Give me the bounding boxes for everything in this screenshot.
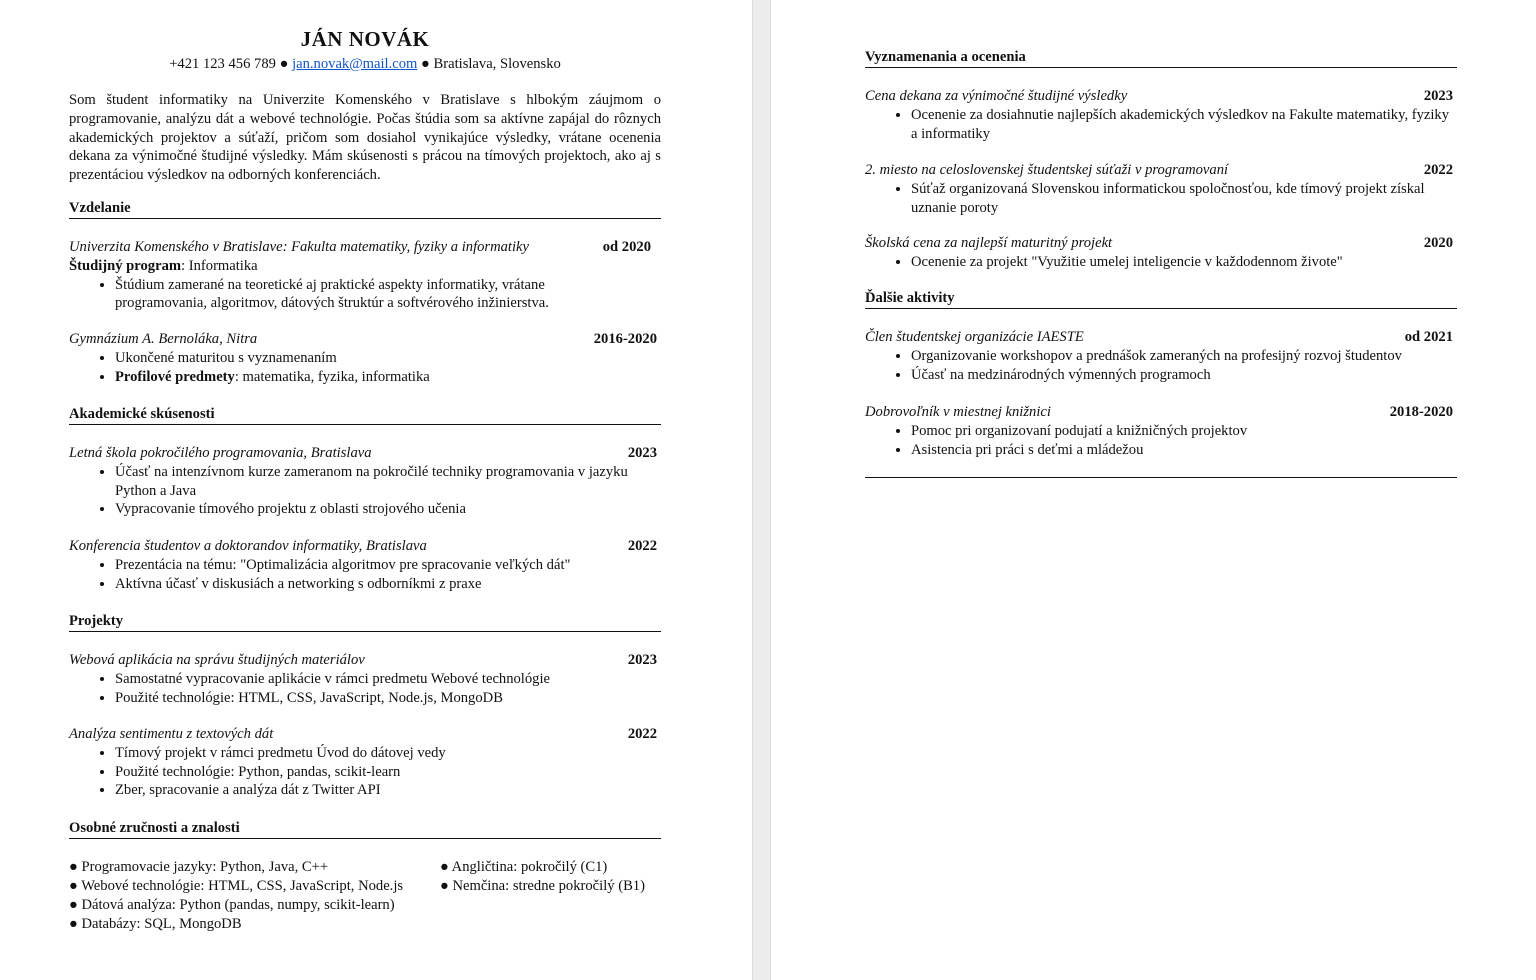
education-entry [69, 238, 651, 313]
entry-date: 2020 [1423, 235, 1453, 251]
entry-date: 2022 [627, 726, 657, 742]
skill-item: ● Programovacie jazyky: Python, Java, C++ [69, 859, 329, 875]
activity-entry [865, 403, 1453, 459]
list-item: • Ocenenie za dosiahnutie najlepších akademických výsledkov na Fakulte matematiky, fyziky a informatiky [911, 106, 1456, 144]
section-end-rule [865, 477, 1457, 478]
entry-date: 2022 [1423, 162, 1453, 178]
entry-header [865, 403, 1453, 422]
entry-bullets [69, 276, 595, 314]
list-item: • Samostatné vypracovanie aplikácie v rámci predmetu Webové technológie [115, 670, 657, 689]
section-heading-academic: Akademické skúsenosti [69, 405, 661, 425]
entry-title: 2. miesto na celoslovenskej študentskej súťaži v programovaní [865, 162, 1229, 178]
entry-title: Analýza sentimentu z textových dát [69, 726, 274, 742]
list-item: • Prezentácia na tému: "Optimalizácia algoritmov pre spracovanie veľkých dát" [115, 556, 657, 575]
education-entry [69, 330, 657, 386]
language-item: ● Nemčina: stredne pokročilý (B1) [440, 878, 645, 894]
entry-title: Školská cena za najlepší maturitný projekt [865, 235, 1113, 251]
list-item: • Zber, spracovanie a analýza dát z Twitter API [115, 781, 657, 800]
award-entry [865, 161, 1453, 217]
entry-header [865, 161, 1453, 180]
entry-header [69, 444, 657, 463]
phone: +421 123 456 789 [169, 56, 276, 72]
entry-header [865, 328, 1453, 347]
academic-entry [69, 537, 657, 593]
entry-bullets [69, 349, 657, 387]
entry-bullets [69, 744, 657, 800]
list-item: • Asistencia pri práci s deťmi a mládežou [911, 441, 1453, 460]
list-item: • Tímový projekt v rámci predmetu Úvod do dátovej vedy [115, 744, 657, 763]
document-page-2 [771, 0, 1536, 980]
skill-item: ● Dátová analýza: Python (pandas, numpy, scikit-learn) [69, 897, 395, 913]
email-link[interactable]: jan.novak@mail.com [292, 56, 418, 72]
entry-date: 2023 [627, 652, 657, 668]
project-entry [69, 651, 657, 707]
entry-bullets [865, 180, 1441, 218]
entry-header [865, 87, 1453, 106]
entry-bullets [865, 422, 1453, 460]
entry-date: 2018-2020 [1389, 404, 1453, 420]
list-item [115, 368, 657, 387]
separator-dot: ● [279, 56, 289, 72]
list-item: • Súťaž organizovaná Slovenskou informatickou spoločnosťou, kde tímový projekt získal uznanie poroty [911, 180, 1441, 218]
summary-paragraph: Som študent informatiky na Univerzite Komenského v Bratislave s hlbokým záujmom o programovanie, analýzu dát a webové technológie. Počas štúdia som sa aktívne zapájal do rôznych akademických projektov a súťaží, pričom som dosiahol vynikajúce výsledky, vrátane ocenenia dekana za výnimočné študijné výsledky. Mám skúsenosti s prácou na tímových projektoch, ako aj s prezentáciou výsledkov na odborných konferenciách. [69, 92, 661, 184]
subjects-label: Profilové predmety [115, 368, 235, 385]
section-heading-education: Vzdelanie [69, 199, 661, 219]
entry-header [69, 238, 651, 257]
entry-title: Webová aplikácia na správu študijných materiálov [69, 652, 365, 668]
award-entry [865, 87, 1453, 143]
list-item: • Vypracovanie tímového projektu z oblasti strojového učenia [115, 500, 635, 519]
list-item: • Účasť na intenzívnom kurze zameranom na pokročilé techniky programovania v jazyku Python a Java [115, 463, 635, 501]
entry-title: Cena dekana za výnimočné študijné výsledky [865, 88, 1128, 104]
entry-bullets [865, 347, 1453, 385]
subjects-value: : matematika, fyzika, informatika [234, 368, 430, 385]
study-program [69, 257, 651, 276]
entry-title: Dobrovoľník v miestnej knižnici [865, 404, 1051, 420]
entry-title: Člen študentskej organizácie IAESTE [865, 329, 1084, 345]
activity-entry [865, 328, 1453, 384]
list-item: • Ocenenie za projekt "Využitie umelej inteligencie v každodennom živote" [911, 253, 1453, 272]
entry-header [69, 651, 657, 670]
list-item: • Pomoc pri organizovaní podujatí a knižničných projektov [911, 422, 1453, 441]
list-item: • Organizovanie workshopov a prednášok zameraných na profesijný rozvoj študentov [911, 347, 1453, 366]
study-program-label: Študijný program [69, 257, 182, 274]
entry-header [865, 234, 1453, 253]
entry-title: Letná škola pokročilého programovania, Bratislava [69, 445, 372, 461]
skills-left-column [69, 858, 403, 934]
entry-title: Gymnázium A. Bernoláka, Nitra [69, 331, 258, 347]
page-gutter [752, 0, 771, 980]
cv-name: JÁN NOVÁK [300, 27, 430, 51]
language-item: ● Angličtina: pokročilý (C1) [440, 859, 608, 875]
entry-date: od 2021 [1404, 329, 1453, 345]
section-heading-activities: Ďalšie aktivity [865, 289, 1457, 309]
entry-bullets [69, 556, 657, 594]
entry-date: 2023 [1423, 88, 1453, 104]
entry-header [69, 725, 657, 744]
skill-item: ● Webové technológie: HTML, CSS, JavaScript, Node.js [69, 878, 404, 894]
entry-bullets [865, 106, 1456, 144]
study-program-value: : Informatika [181, 257, 258, 274]
entry-header [69, 537, 657, 556]
list-item: • Účasť na medzinárodných výmenných programoch [911, 366, 1453, 385]
entry-bullets [69, 463, 635, 519]
list-item: • Štúdium zamerané na teoretické aj praktické aspekty informatiky, vrátane programovania, algoritmov, dátových štruktúr a softvérového inžinierstva. [115, 276, 595, 314]
location: Bratislava, Slovensko [433, 56, 561, 72]
list-item: • Aktívna účasť v diskusiách a networking s odborníkmi z praxe [115, 575, 657, 594]
list-item: • Ukončené maturitou s vyznamenaním [115, 349, 657, 368]
academic-entry [69, 444, 657, 519]
project-entry [69, 725, 657, 800]
entry-date: 2023 [627, 445, 657, 461]
entry-date: 2022 [627, 538, 657, 554]
entry-bullets [69, 670, 657, 708]
list-item: • Použité technológie: Python, pandas, scikit-learn [115, 763, 657, 782]
entry-title: Konferencia študentov a doktorandov informatiky, Bratislava [69, 538, 427, 554]
section-heading-skills: Osobné zručnosti a znalosti [69, 819, 661, 839]
entry-date: 2016-2020 [593, 331, 657, 347]
separator-dot: ● [421, 56, 430, 72]
section-heading-awards: Vyznamenania a ocenenia [865, 48, 1457, 68]
contact-line [0, 55, 730, 74]
award-entry [865, 234, 1453, 272]
entry-header [69, 330, 657, 349]
skill-item: ● Databázy: SQL, MongoDB [69, 916, 242, 932]
skills-right-column [440, 858, 645, 896]
entry-bullets [865, 253, 1453, 272]
section-heading-projects: Projekty [69, 612, 661, 632]
entry-date: od 2020 [602, 239, 651, 255]
list-item: • Použité technológie: HTML, CSS, JavaScript, Node.js, MongoDB [115, 689, 657, 708]
document-page-1 [0, 0, 752, 980]
entry-title: Univerzita Komenského v Bratislave: Fakulta matematiky, fyziky a informatiky [69, 239, 529, 255]
